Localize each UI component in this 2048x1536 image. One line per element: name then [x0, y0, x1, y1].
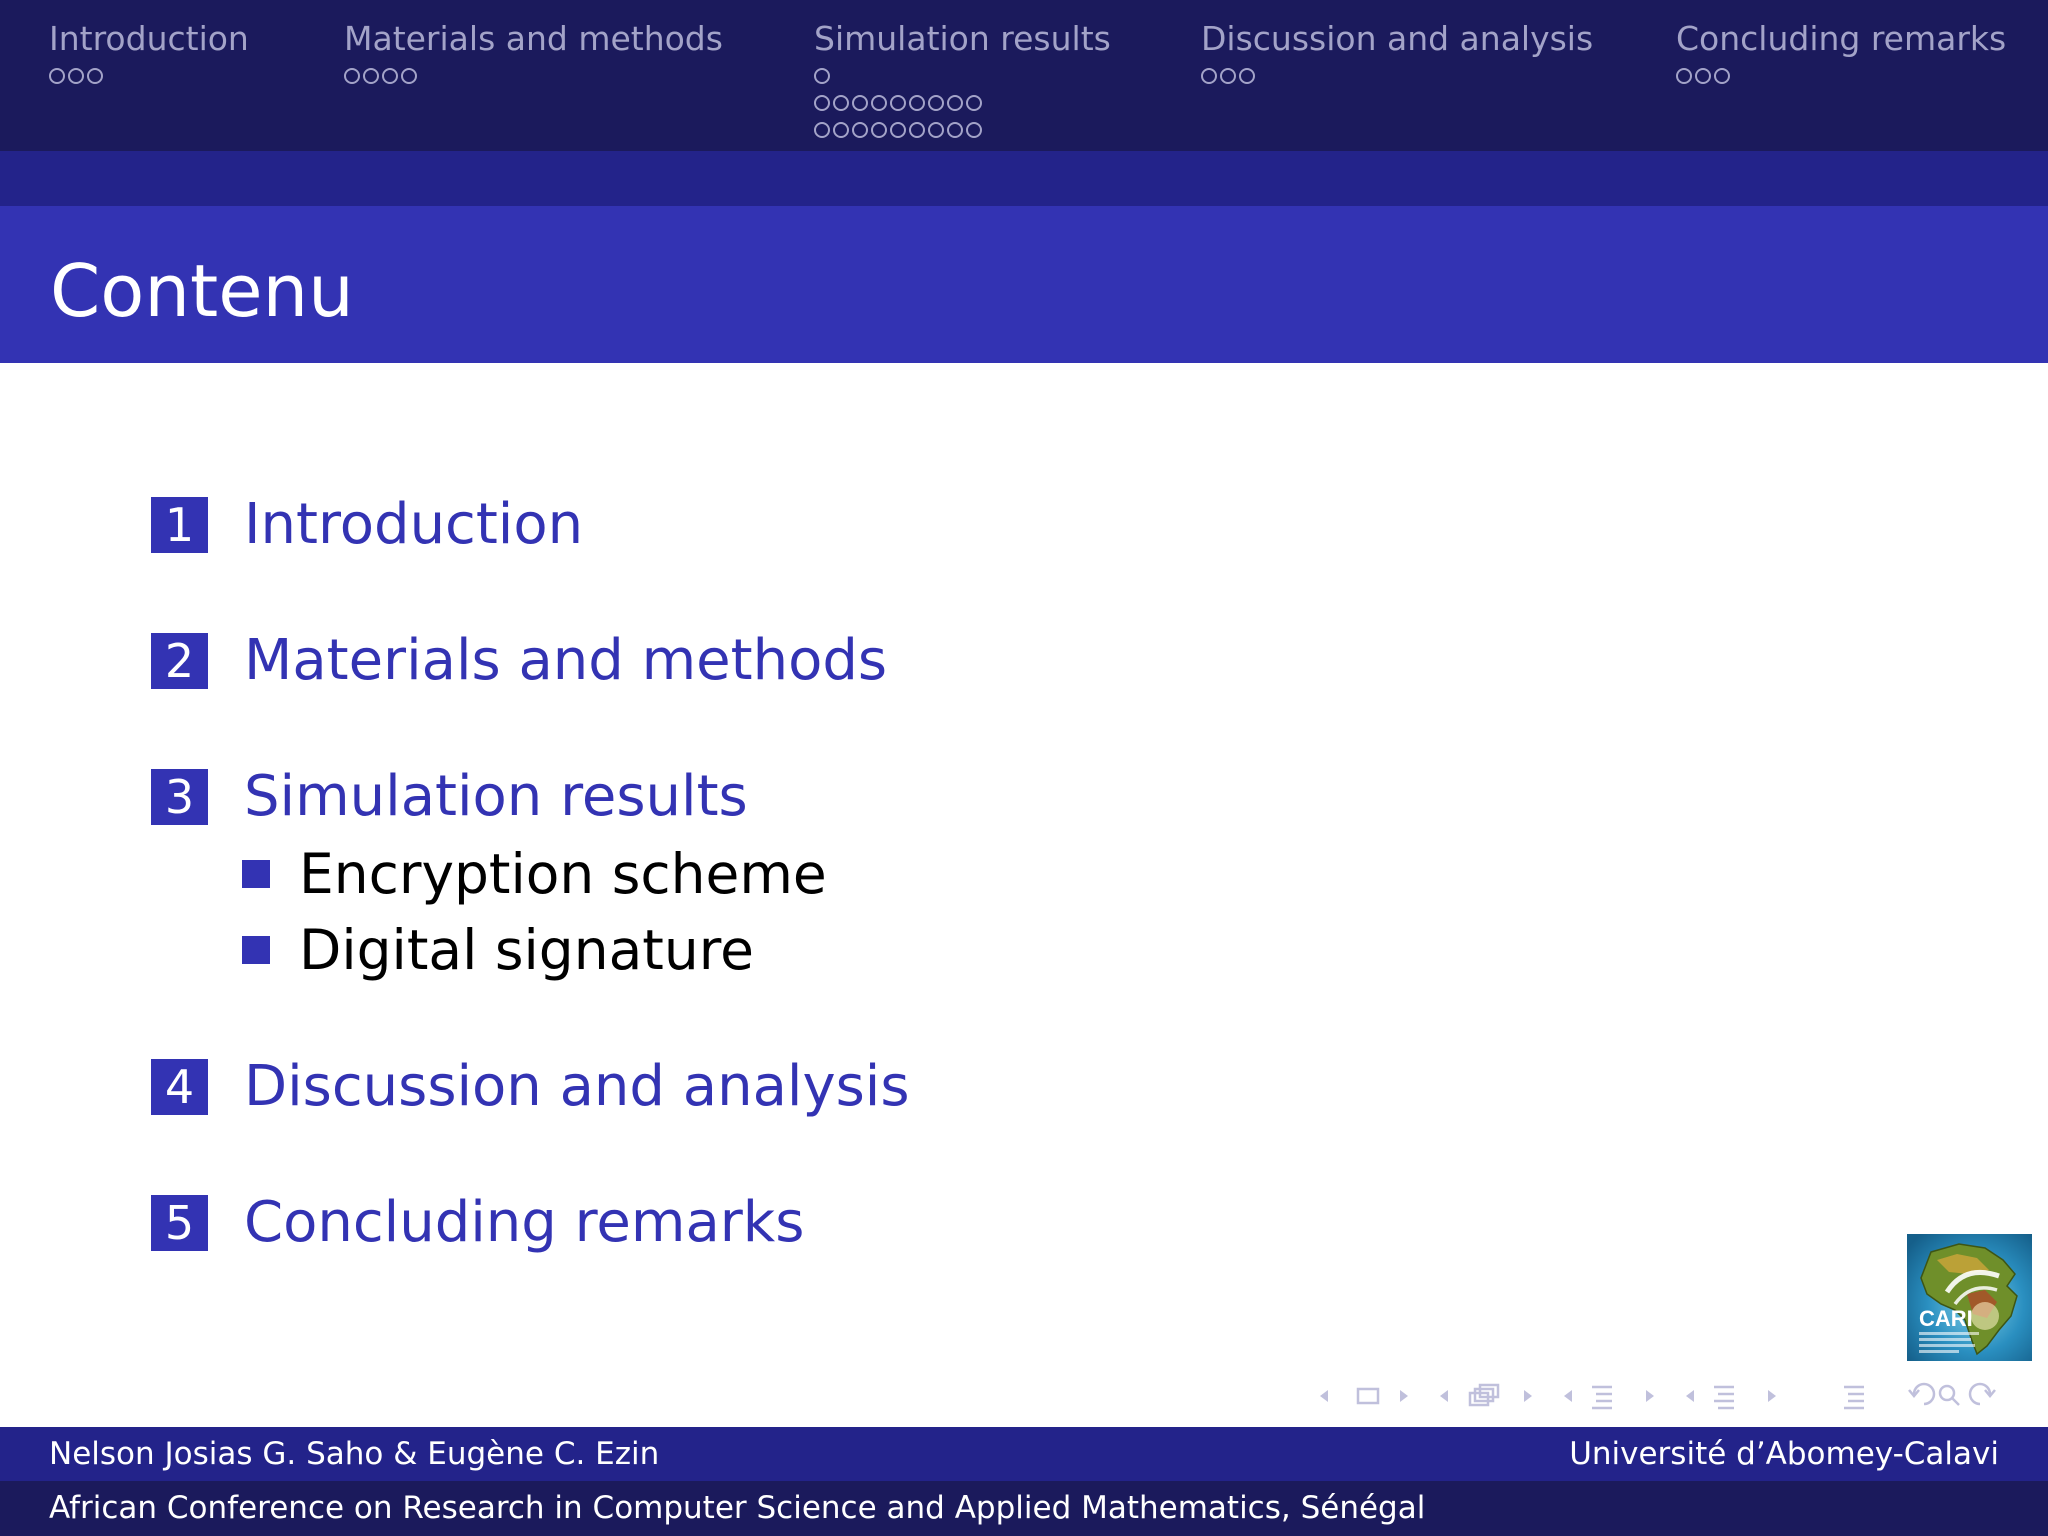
nav-dot-row	[1676, 62, 2006, 89]
search-icon[interactable]	[1940, 1386, 1959, 1405]
frame-dot-icon[interactable]	[401, 68, 417, 84]
frame-dot-icon[interactable]	[966, 122, 982, 138]
presentation-icon[interactable]	[1844, 1387, 1864, 1408]
square-bullet-icon	[242, 860, 270, 888]
toc-section-title[interactable]: Discussion and analysis	[244, 1054, 910, 1119]
frame-dot-icon[interactable]	[344, 68, 360, 84]
toc-section-number: 3	[151, 769, 208, 825]
previous-section-icon[interactable]	[1686, 1390, 1694, 1402]
nav-section-label[interactable]: Simulation results	[814, 19, 1111, 58]
previous-frame-icon[interactable]	[1440, 1390, 1448, 1402]
section-navigation-bar	[0, 0, 2048, 151]
nav-frame-dots	[344, 62, 723, 89]
nav-section-materials-and-methods[interactable]	[344, 18, 723, 89]
nav-dot-row	[344, 62, 723, 89]
toc-section-discussion-and-analysis[interactable]	[151, 1054, 910, 1119]
nav-section-concluding-remarks[interactable]	[1676, 18, 2006, 89]
frame-dot-icon[interactable]	[833, 95, 849, 111]
nav-dot-row	[49, 62, 249, 89]
frame-dot-icon[interactable]	[382, 68, 398, 84]
toc-section-introduction[interactable]	[151, 492, 584, 557]
nav-dot-row	[814, 89, 1111, 116]
frame-dot-icon[interactable]	[814, 68, 830, 84]
frame-title: Contenu	[50, 249, 354, 333]
section-icon[interactable]	[1714, 1387, 1734, 1408]
nav-frame-dots	[1201, 62, 1593, 89]
nav-section-discussion-and-analysis[interactable]	[1201, 18, 1593, 89]
frame-dot-icon[interactable]	[1714, 68, 1730, 84]
frame-title-bar	[0, 206, 2048, 363]
nav-section-introduction[interactable]	[49, 18, 249, 89]
frame-dot-icon[interactable]	[87, 68, 103, 84]
toc-section-simulation-results[interactable]	[151, 764, 748, 829]
nav-frame-dots	[814, 62, 1111, 143]
logo-text: CARI	[1919, 1306, 1973, 1331]
frame-dot-icon[interactable]	[871, 95, 887, 111]
frame-dot-icon[interactable]	[1676, 68, 1692, 84]
subsection-bar	[0, 151, 2048, 206]
frame-dot-icon[interactable]	[49, 68, 65, 84]
next-slide-icon[interactable]	[1400, 1390, 1408, 1402]
toc-section-concluding-remarks[interactable]	[151, 1190, 805, 1255]
frame-dot-icon[interactable]	[890, 95, 906, 111]
frame-dot-icon[interactable]	[928, 95, 944, 111]
forward-icon[interactable]	[1970, 1384, 1995, 1404]
frame-dot-icon[interactable]	[871, 122, 887, 138]
nav-frame-dots	[49, 62, 249, 89]
frame-dot-icon[interactable]	[852, 95, 868, 111]
nav-section-label[interactable]: Discussion and analysis	[1201, 19, 1594, 58]
nav-frame-dots	[1676, 62, 2006, 89]
frame-dot-icon[interactable]	[1239, 68, 1255, 84]
footer-author-bar	[0, 1427, 2048, 1481]
toc-subsection-digital-signature[interactable]	[242, 920, 754, 980]
previous-slide-icon[interactable]	[1320, 1390, 1328, 1402]
frame-dot-icon[interactable]	[966, 95, 982, 111]
frame-dot-icon[interactable]	[928, 122, 944, 138]
frame-dot-icon[interactable]	[814, 95, 830, 111]
frame-dot-icon[interactable]	[68, 68, 84, 84]
nav-dot-row	[814, 62, 1111, 89]
frame-icon[interactable]	[1470, 1385, 1498, 1405]
footer-conference: African Conference on Research in Computer Science and Applied Mathematics, Sénégal	[49, 1490, 1426, 1526]
toc-subsection-title[interactable]: Digital signature	[299, 918, 754, 982]
frame-dot-icon[interactable]	[890, 122, 906, 138]
next-section-icon[interactable]	[1768, 1390, 1776, 1402]
frame-dot-icon[interactable]	[1201, 68, 1217, 84]
toc-section-number: 2	[151, 633, 208, 689]
frame-dot-icon[interactable]	[909, 122, 925, 138]
toc-section-title[interactable]: Materials and methods	[244, 628, 888, 693]
toc-subsection-encryption-scheme[interactable]	[242, 844, 827, 904]
frame-dot-icon[interactable]	[947, 95, 963, 111]
footer-authors: Nelson Josias G. Saho & Eugène C. Ezin	[49, 1436, 660, 1472]
next-subsection-icon[interactable]	[1646, 1390, 1654, 1402]
nav-dot-row	[1201, 62, 1593, 89]
toc-section-title[interactable]: Introduction	[244, 492, 584, 557]
frame-dot-icon[interactable]	[909, 95, 925, 111]
beamer-navigation-symbols	[1312, 1378, 2032, 1414]
footer-conference-bar	[0, 1481, 2048, 1536]
previous-subsection-icon[interactable]	[1564, 1390, 1572, 1402]
frame-dot-icon[interactable]	[1220, 68, 1236, 84]
toc-section-number: 4	[151, 1059, 208, 1115]
toc-section-number: 1	[151, 497, 208, 553]
cari-logo	[1907, 1234, 2032, 1361]
toc-section-number: 5	[151, 1195, 208, 1251]
toc-subsection-title[interactable]: Encryption scheme	[299, 842, 827, 906]
nav-section-simulation-results[interactable]	[814, 18, 1111, 143]
frame-dot-icon[interactable]	[833, 122, 849, 138]
subsection-icon[interactable]	[1592, 1387, 1612, 1408]
nav-section-label[interactable]: Introduction	[49, 19, 249, 58]
back-icon[interactable]	[1909, 1384, 1934, 1404]
nav-section-label[interactable]: Concluding remarks	[1676, 19, 2007, 58]
square-bullet-icon	[242, 936, 270, 964]
toc-section-title[interactable]: Concluding remarks	[244, 1190, 805, 1255]
toc-section-materials-and-methods[interactable]	[151, 628, 888, 693]
nav-section-label[interactable]: Materials and methods	[344, 19, 723, 58]
footer-institution: Université d’Abomey-Calavi	[1569, 1436, 1999, 1472]
nav-dot-row	[814, 116, 1111, 143]
next-frame-icon[interactable]	[1524, 1390, 1532, 1402]
frame-dot-icon[interactable]	[814, 122, 830, 138]
frame-dot-icon[interactable]	[947, 122, 963, 138]
frame-dot-icon[interactable]	[1695, 68, 1711, 84]
frame-dot-icon[interactable]	[363, 68, 379, 84]
toc-section-title[interactable]: Simulation results	[244, 764, 748, 829]
frame-dot-icon[interactable]	[852, 122, 868, 138]
slide-icon[interactable]	[1358, 1389, 1378, 1403]
